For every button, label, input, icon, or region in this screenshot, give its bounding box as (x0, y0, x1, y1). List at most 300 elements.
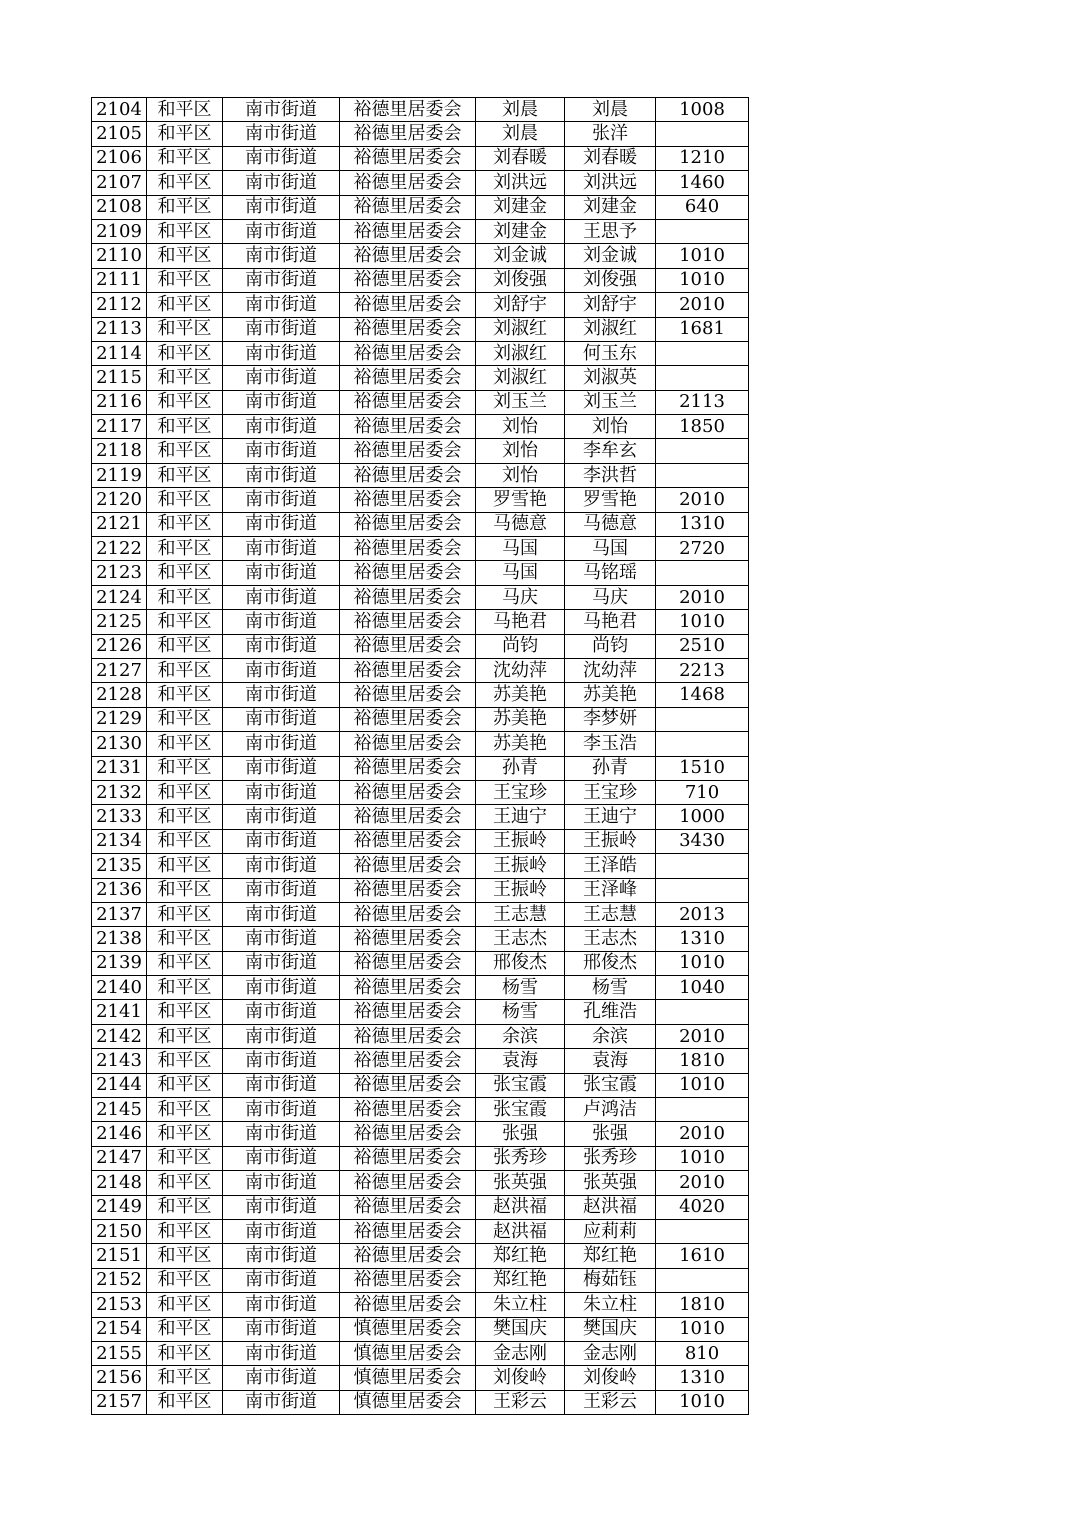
subdistrict-cell: 南市街道 (223, 927, 340, 951)
subdistrict-cell: 南市街道 (223, 1146, 340, 1170)
table-row (92, 1293, 749, 1317)
household-head-cell: 刘怡 (476, 439, 565, 463)
district-cell: 和平区 (147, 1098, 223, 1122)
household-head-cell: 张强 (476, 1122, 565, 1146)
district-cell: 和平区 (147, 634, 223, 658)
district-cell: 和平区 (147, 98, 223, 122)
subdistrict-cell: 南市街道 (223, 634, 340, 658)
household-head-cell: 刘建金 (476, 195, 565, 219)
table-row (92, 439, 749, 463)
amount-cell (656, 707, 749, 731)
serial-number-cell: 2143 (92, 1049, 147, 1073)
amount-cell: 1010 (656, 1146, 749, 1170)
committee-cell: 裕德里居委会 (340, 1073, 476, 1097)
member-name-cell: 王迪宁 (565, 805, 656, 829)
amount-cell: 2010 (656, 488, 749, 512)
household-head-cell: 罗雪艳 (476, 488, 565, 512)
district-cell: 和平区 (147, 244, 223, 268)
committee-cell: 裕德里居委会 (340, 268, 476, 292)
household-head-cell: 赵洪福 (476, 1195, 565, 1219)
member-name-cell: 梅茹钰 (565, 1268, 656, 1292)
subdistrict-cell: 南市街道 (223, 219, 340, 243)
member-name-cell: 马庆 (565, 585, 656, 609)
amount-cell: 4020 (656, 1195, 749, 1219)
amount-cell (656, 854, 749, 878)
household-head-cell: 邢俊杰 (476, 951, 565, 975)
amount-cell: 1010 (656, 1073, 749, 1097)
amount-cell: 1040 (656, 976, 749, 1000)
amount-cell: 1010 (656, 244, 749, 268)
table-row (92, 1073, 749, 1097)
member-name-cell: 王泽皓 (565, 854, 656, 878)
serial-number-cell: 2126 (92, 634, 147, 658)
amount-cell: 1310 (656, 512, 749, 536)
district-cell: 和平区 (147, 927, 223, 951)
member-name-cell: 刘俊强 (565, 268, 656, 292)
household-head-cell: 刘晨 (476, 122, 565, 146)
serial-number-cell: 2131 (92, 756, 147, 780)
serial-number-cell: 2120 (92, 488, 147, 512)
district-cell: 和平区 (147, 439, 223, 463)
amount-cell: 1010 (656, 268, 749, 292)
amount-cell: 2010 (656, 585, 749, 609)
committee-cell: 裕德里居委会 (340, 488, 476, 512)
amount-cell: 1210 (656, 146, 749, 170)
committee-cell: 裕德里居委会 (340, 439, 476, 463)
committee-cell: 慎德里居委会 (340, 1317, 476, 1341)
household-head-cell: 马国 (476, 561, 565, 585)
table-row (92, 610, 749, 634)
table-row (92, 902, 749, 926)
serial-number-cell: 2122 (92, 537, 147, 561)
table-row (92, 293, 749, 317)
serial-number-cell: 2132 (92, 780, 147, 804)
subdistrict-cell: 南市街道 (223, 1293, 340, 1317)
committee-cell: 裕德里居委会 (340, 317, 476, 341)
district-cell: 和平区 (147, 1000, 223, 1024)
household-head-cell: 袁海 (476, 1049, 565, 1073)
amount-cell (656, 122, 749, 146)
committee-cell: 裕德里居委会 (340, 829, 476, 853)
committee-cell: 慎德里居委会 (340, 1390, 476, 1414)
amount-cell (656, 1000, 749, 1024)
member-name-cell: 李梦妍 (565, 707, 656, 731)
serial-number-cell: 2106 (92, 146, 147, 170)
serial-number-cell: 2125 (92, 610, 147, 634)
table-row (92, 146, 749, 170)
table-row (92, 268, 749, 292)
subdistrict-cell: 南市街道 (223, 1000, 340, 1024)
amount-cell: 2010 (656, 1171, 749, 1195)
subdistrict-cell: 南市街道 (223, 1171, 340, 1195)
district-cell: 和平区 (147, 122, 223, 146)
amount-cell: 2720 (656, 537, 749, 561)
subdistrict-cell: 南市街道 (223, 854, 340, 878)
amount-cell: 1000 (656, 805, 749, 829)
committee-cell: 裕德里居委会 (340, 244, 476, 268)
household-head-cell: 王迪宁 (476, 805, 565, 829)
table-row (92, 463, 749, 487)
household-head-cell: 刘晨 (476, 98, 565, 122)
serial-number-cell: 2110 (92, 244, 147, 268)
district-cell: 和平区 (147, 780, 223, 804)
committee-cell: 裕德里居委会 (340, 610, 476, 634)
district-cell: 和平区 (147, 561, 223, 585)
serial-number-cell: 2105 (92, 122, 147, 146)
member-name-cell: 孙青 (565, 756, 656, 780)
district-cell: 和平区 (147, 341, 223, 365)
household-head-cell: 郑红艳 (476, 1268, 565, 1292)
table-row (92, 317, 749, 341)
household-head-cell: 马德意 (476, 512, 565, 536)
serial-number-cell: 2152 (92, 1268, 147, 1292)
household-head-cell: 苏美艳 (476, 707, 565, 731)
district-cell: 和平区 (147, 854, 223, 878)
serial-number-cell: 2146 (92, 1122, 147, 1146)
committee-cell: 裕德里居委会 (340, 634, 476, 658)
district-cell: 和平区 (147, 1122, 223, 1146)
committee-cell: 裕德里居委会 (340, 854, 476, 878)
table-row (92, 829, 749, 853)
committee-cell: 裕德里居委会 (340, 1146, 476, 1170)
member-name-cell: 张强 (565, 1122, 656, 1146)
table-row (92, 366, 749, 390)
amount-cell: 2013 (656, 902, 749, 926)
table-row (92, 195, 749, 219)
table-row (92, 1049, 749, 1073)
table-row (92, 878, 749, 902)
household-head-cell: 刘俊强 (476, 268, 565, 292)
member-name-cell: 刘洪远 (565, 171, 656, 195)
table-row (92, 854, 749, 878)
committee-cell: 裕德里居委会 (340, 415, 476, 439)
member-name-cell: 张秀珍 (565, 1146, 656, 1170)
member-name-cell: 李牟玄 (565, 439, 656, 463)
district-cell: 和平区 (147, 976, 223, 1000)
member-name-cell: 金志刚 (565, 1341, 656, 1365)
subdistrict-cell: 南市街道 (223, 1122, 340, 1146)
member-name-cell: 卢鸿洁 (565, 1098, 656, 1122)
amount-cell: 1610 (656, 1244, 749, 1268)
household-head-cell: 金志刚 (476, 1341, 565, 1365)
table-row (92, 756, 749, 780)
subdistrict-cell: 南市街道 (223, 1098, 340, 1122)
subdistrict-cell: 南市街道 (223, 780, 340, 804)
serial-number-cell: 2104 (92, 98, 147, 122)
amount-cell: 1468 (656, 683, 749, 707)
amount-cell: 2213 (656, 658, 749, 682)
subdistrict-cell: 南市街道 (223, 98, 340, 122)
committee-cell: 裕德里居委会 (340, 707, 476, 731)
subdistrict-cell: 南市街道 (223, 829, 340, 853)
amount-cell: 3430 (656, 829, 749, 853)
committee-cell: 裕德里居委会 (340, 683, 476, 707)
serial-number-cell: 2108 (92, 195, 147, 219)
subdistrict-cell: 南市街道 (223, 146, 340, 170)
member-name-cell: 刘俊岭 (565, 1366, 656, 1390)
subdistrict-cell: 南市街道 (223, 1219, 340, 1243)
committee-cell: 裕德里居委会 (340, 1195, 476, 1219)
household-head-cell: 孙青 (476, 756, 565, 780)
amount-cell: 1810 (656, 1293, 749, 1317)
table-row (92, 1195, 749, 1219)
household-head-cell: 张英强 (476, 1171, 565, 1195)
amount-cell: 2113 (656, 390, 749, 414)
district-cell: 和平区 (147, 268, 223, 292)
district-cell: 和平区 (147, 195, 223, 219)
serial-number-cell: 2149 (92, 1195, 147, 1219)
district-cell: 和平区 (147, 610, 223, 634)
district-cell: 和平区 (147, 146, 223, 170)
household-head-cell: 樊国庆 (476, 1317, 565, 1341)
household-head-cell: 马庆 (476, 585, 565, 609)
committee-cell: 裕德里居委会 (340, 658, 476, 682)
household-head-cell: 刘俊岭 (476, 1366, 565, 1390)
serial-number-cell: 2123 (92, 561, 147, 585)
member-name-cell: 应莉莉 (565, 1219, 656, 1243)
serial-number-cell: 2127 (92, 658, 147, 682)
table-row (92, 171, 749, 195)
subdistrict-cell: 南市街道 (223, 463, 340, 487)
subdistrict-cell: 南市街道 (223, 805, 340, 829)
household-head-cell: 朱立柱 (476, 1293, 565, 1317)
serial-number-cell: 2112 (92, 293, 147, 317)
district-cell: 和平区 (147, 1146, 223, 1170)
amount-cell: 1310 (656, 927, 749, 951)
subdistrict-cell: 南市街道 (223, 561, 340, 585)
district-cell: 和平区 (147, 1171, 223, 1195)
serial-number-cell: 2135 (92, 854, 147, 878)
committee-cell: 裕德里居委会 (340, 902, 476, 926)
serial-number-cell: 2119 (92, 463, 147, 487)
household-head-cell: 苏美艳 (476, 683, 565, 707)
committee-cell: 裕德里居委会 (340, 341, 476, 365)
subdistrict-cell: 南市街道 (223, 1366, 340, 1390)
member-name-cell: 马国 (565, 537, 656, 561)
table-row (92, 1171, 749, 1195)
amount-cell: 1310 (656, 1366, 749, 1390)
subdistrict-cell: 南市街道 (223, 683, 340, 707)
amount-cell (656, 1098, 749, 1122)
table-row (92, 927, 749, 951)
amount-cell (656, 878, 749, 902)
subdistrict-cell: 南市街道 (223, 195, 340, 219)
district-cell: 和平区 (147, 878, 223, 902)
member-name-cell: 刘建金 (565, 195, 656, 219)
serial-number-cell: 2129 (92, 707, 147, 731)
table-row (92, 390, 749, 414)
committee-cell: 裕德里居委会 (340, 878, 476, 902)
committee-cell: 裕德里居委会 (340, 463, 476, 487)
amount-cell: 2010 (656, 1024, 749, 1048)
committee-cell: 裕德里居委会 (340, 1000, 476, 1024)
committee-cell: 慎德里居委会 (340, 1341, 476, 1365)
household-head-cell: 刘洪远 (476, 171, 565, 195)
household-head-cell: 刘淑红 (476, 317, 565, 341)
table-row (92, 683, 749, 707)
subdistrict-cell: 南市街道 (223, 1073, 340, 1097)
serial-number-cell: 2121 (92, 512, 147, 536)
member-name-cell: 刘怡 (565, 415, 656, 439)
serial-number-cell: 2137 (92, 902, 147, 926)
table-row (92, 1000, 749, 1024)
district-cell: 和平区 (147, 585, 223, 609)
district-cell: 和平区 (147, 1024, 223, 1048)
member-name-cell: 沈幼萍 (565, 658, 656, 682)
serial-number-cell: 2142 (92, 1024, 147, 1048)
district-cell: 和平区 (147, 390, 223, 414)
member-name-cell: 尚钧 (565, 634, 656, 658)
subdistrict-cell: 南市街道 (223, 976, 340, 1000)
amount-cell: 2010 (656, 293, 749, 317)
serial-number-cell: 2124 (92, 585, 147, 609)
household-head-cell: 马国 (476, 537, 565, 561)
committee-cell: 裕德里居委会 (340, 756, 476, 780)
district-cell: 和平区 (147, 293, 223, 317)
district-cell: 和平区 (147, 537, 223, 561)
table-row (92, 1366, 749, 1390)
committee-cell: 裕德里居委会 (340, 390, 476, 414)
district-cell: 和平区 (147, 1293, 223, 1317)
subdistrict-cell: 南市街道 (223, 317, 340, 341)
table-row (92, 1341, 749, 1365)
household-head-cell: 余滨 (476, 1024, 565, 1048)
committee-cell: 裕德里居委会 (340, 537, 476, 561)
table-row (92, 780, 749, 804)
serial-number-cell: 2156 (92, 1366, 147, 1390)
district-cell: 和平区 (147, 463, 223, 487)
committee-cell: 裕德里居委会 (340, 219, 476, 243)
serial-number-cell: 2111 (92, 268, 147, 292)
subdistrict-cell: 南市街道 (223, 537, 340, 561)
member-name-cell: 王宝珍 (565, 780, 656, 804)
committee-cell: 裕德里居委会 (340, 1122, 476, 1146)
table-row (92, 634, 749, 658)
serial-number-cell: 2117 (92, 415, 147, 439)
subdistrict-cell: 南市街道 (223, 390, 340, 414)
records-table-body (92, 98, 749, 1415)
table-row (92, 805, 749, 829)
amount-cell: 1510 (656, 756, 749, 780)
committee-cell: 裕德里居委会 (340, 561, 476, 585)
subdistrict-cell: 南市街道 (223, 902, 340, 926)
amount-cell: 1460 (656, 171, 749, 195)
table-row (92, 122, 749, 146)
member-name-cell: 何玉东 (565, 341, 656, 365)
subdistrict-cell: 南市街道 (223, 1268, 340, 1292)
serial-number-cell: 2133 (92, 805, 147, 829)
household-head-cell: 刘金诚 (476, 244, 565, 268)
table-row (92, 951, 749, 975)
member-name-cell: 王彩云 (565, 1390, 656, 1414)
subdistrict-cell: 南市街道 (223, 341, 340, 365)
committee-cell: 裕德里居委会 (340, 1293, 476, 1317)
serial-number-cell: 2145 (92, 1098, 147, 1122)
member-name-cell: 李玉浩 (565, 732, 656, 756)
member-name-cell: 刘晨 (565, 98, 656, 122)
subdistrict-cell: 南市街道 (223, 756, 340, 780)
table-row (92, 732, 749, 756)
table-row (92, 1219, 749, 1243)
subdistrict-cell: 南市街道 (223, 610, 340, 634)
table-row (92, 1244, 749, 1268)
member-name-cell: 刘舒宇 (565, 293, 656, 317)
member-name-cell: 罗雪艳 (565, 488, 656, 512)
member-name-cell: 袁海 (565, 1049, 656, 1073)
serial-number-cell: 2151 (92, 1244, 147, 1268)
serial-number-cell: 2150 (92, 1219, 147, 1243)
amount-cell (656, 439, 749, 463)
serial-number-cell: 2116 (92, 390, 147, 414)
committee-cell: 裕德里居委会 (340, 98, 476, 122)
amount-cell (656, 219, 749, 243)
district-cell: 和平区 (147, 1317, 223, 1341)
member-name-cell: 朱立柱 (565, 1293, 656, 1317)
member-name-cell: 王泽峰 (565, 878, 656, 902)
district-cell: 和平区 (147, 902, 223, 926)
subdistrict-cell: 南市街道 (223, 244, 340, 268)
district-cell: 和平区 (147, 732, 223, 756)
district-cell: 和平区 (147, 488, 223, 512)
committee-cell: 裕德里居委会 (340, 1098, 476, 1122)
table-row (92, 1317, 749, 1341)
district-cell: 和平区 (147, 707, 223, 731)
serial-number-cell: 2138 (92, 927, 147, 951)
member-name-cell: 杨雪 (565, 976, 656, 1000)
serial-number-cell: 2113 (92, 317, 147, 341)
serial-number-cell: 2114 (92, 341, 147, 365)
household-head-cell: 张宝霞 (476, 1098, 565, 1122)
amount-cell: 2010 (656, 1122, 749, 1146)
table-row (92, 1146, 749, 1170)
district-cell: 和平区 (147, 1244, 223, 1268)
amount-cell: 1010 (656, 1390, 749, 1414)
amount-cell (656, 366, 749, 390)
subdistrict-cell: 南市街道 (223, 1244, 340, 1268)
serial-number-cell: 2148 (92, 1171, 147, 1195)
household-head-cell: 王彩云 (476, 1390, 565, 1414)
district-cell: 和平区 (147, 1219, 223, 1243)
member-name-cell: 王志慧 (565, 902, 656, 926)
table-row (92, 219, 749, 243)
subdistrict-cell: 南市街道 (223, 658, 340, 682)
table-row (92, 488, 749, 512)
member-name-cell: 樊国庆 (565, 1317, 656, 1341)
subdistrict-cell: 南市街道 (223, 268, 340, 292)
amount-cell: 1010 (656, 610, 749, 634)
household-head-cell: 马艳君 (476, 610, 565, 634)
table-row (92, 707, 749, 731)
amount-cell: 640 (656, 195, 749, 219)
household-head-cell: 王振岭 (476, 854, 565, 878)
district-cell: 和平区 (147, 1366, 223, 1390)
table-row (92, 537, 749, 561)
table-row (92, 341, 749, 365)
member-name-cell: 张宝霞 (565, 1073, 656, 1097)
member-name-cell: 刘玉兰 (565, 390, 656, 414)
serial-number-cell: 2139 (92, 951, 147, 975)
serial-number-cell: 2107 (92, 171, 147, 195)
serial-number-cell: 2147 (92, 1146, 147, 1170)
household-head-cell: 张宝霞 (476, 1073, 565, 1097)
member-name-cell: 刘金诚 (565, 244, 656, 268)
committee-cell: 慎德里居委会 (340, 1366, 476, 1390)
member-name-cell: 苏美艳 (565, 683, 656, 707)
serial-number-cell: 2141 (92, 1000, 147, 1024)
member-name-cell: 刘春暖 (565, 146, 656, 170)
member-name-cell: 马铭瑶 (565, 561, 656, 585)
subdistrict-cell: 南市街道 (223, 878, 340, 902)
